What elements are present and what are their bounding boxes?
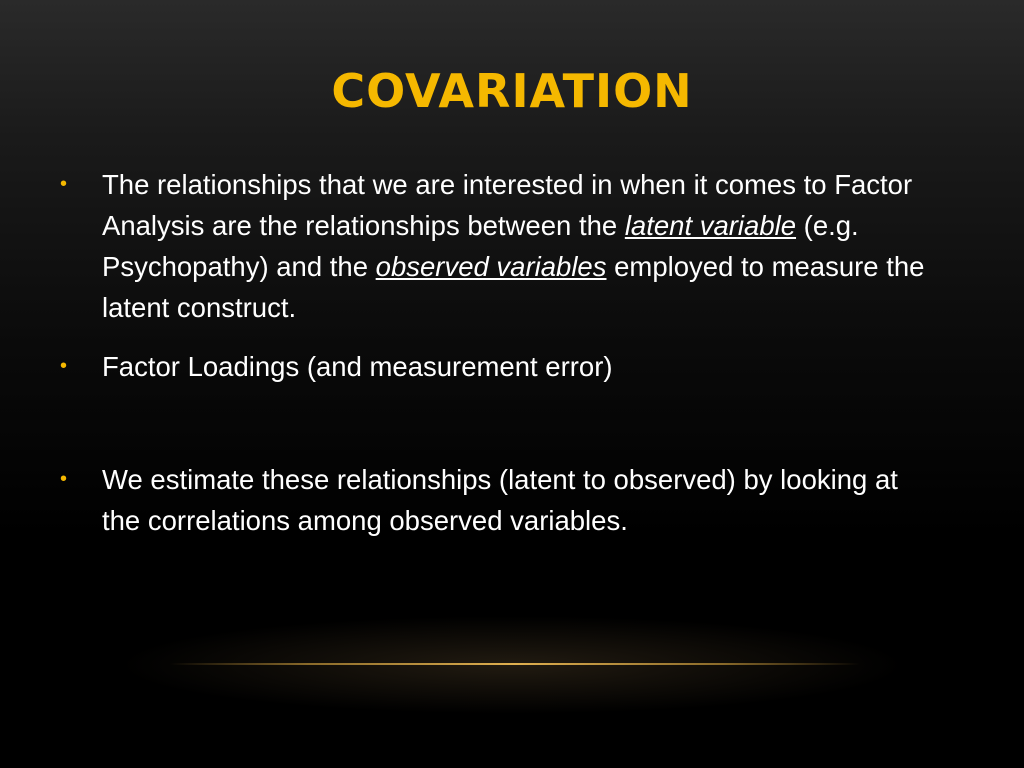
latent-variable-emphasis: latent variable bbox=[624, 210, 797, 241]
bullet-marker: • bbox=[60, 173, 68, 195]
bullet-item-estimate bbox=[60, 459, 940, 541]
bullet-text: Factor Loadings (and measurement error) bbox=[102, 351, 613, 382]
bullet-text: We estimate these relationships (latent to observed) by looking at the correlations among observed variables. bbox=[102, 464, 898, 536]
observed-variables-emphasis: observed variables bbox=[375, 251, 607, 282]
bullet-marker: • bbox=[60, 468, 68, 490]
bullet-text bbox=[102, 169, 924, 323]
bullet-item-factor-loadings bbox=[60, 346, 940, 387]
slide-title: COVARIATION bbox=[331, 64, 693, 118]
bullet-text-part: (e.g. Psychopathy) and the bbox=[102, 210, 859, 282]
bullet-text-part: The relationships that we are interested in when it comes to Factor Analysis are the relationships between the bbox=[102, 169, 913, 241]
gold-divider-line bbox=[170, 663, 860, 665]
bullet-marker: • bbox=[60, 355, 68, 377]
bullet-item-relationships bbox=[60, 164, 940, 328]
bullet-text-part: employed to measure the latent construct. bbox=[102, 251, 925, 323]
bullet-list bbox=[60, 164, 940, 541]
